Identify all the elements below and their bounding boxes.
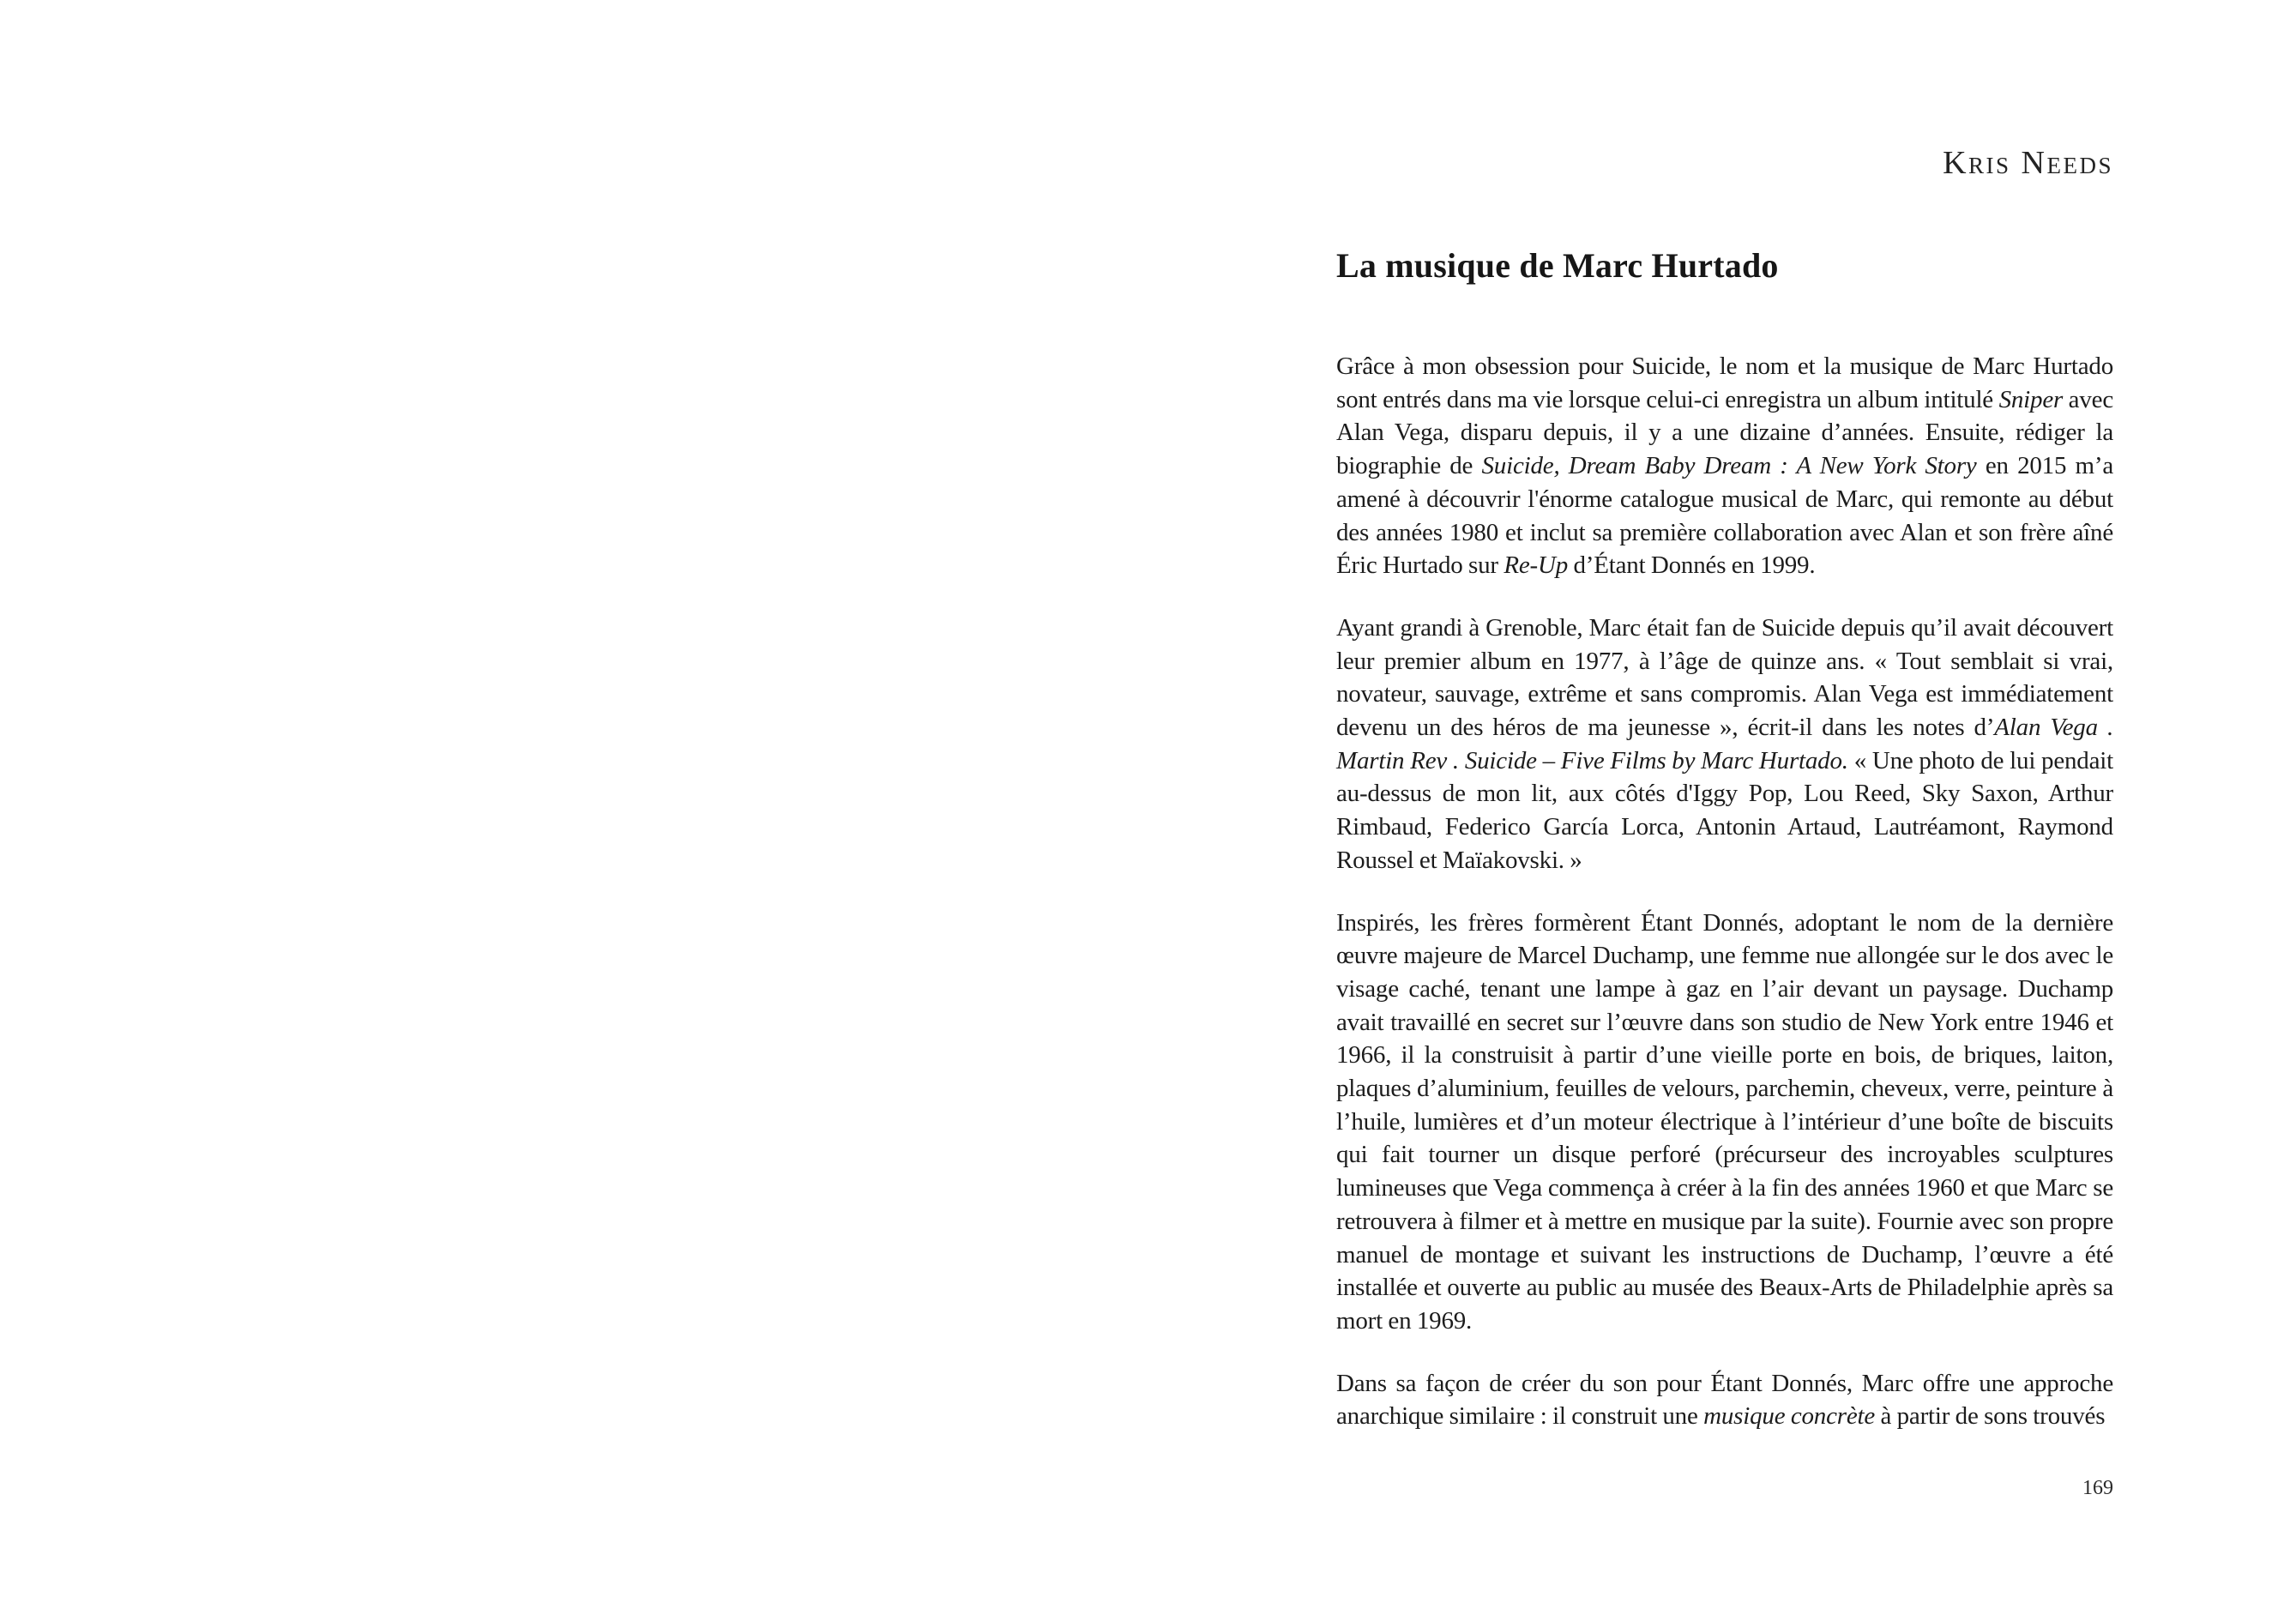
text-segment: Dans sa façon de créer du son pour Étant Donnés, Marc offre une approche anarchique similaire : il construit une — [1336, 1369, 2113, 1431]
text-segment: « Une photo de lui pendait au-dessus de mon lit, aux côtés d'Iggy Pop, Lou Reed, Sky Saxon, Arthur Rimbaud, Federico García Lorca, Antonin Artaud, Lautréamont, Raymond Roussel et Maïakovski. » — [1336, 746, 2113, 874]
text-segment: Ayant grandi à Grenoble, Marc était fan de Suicide depuis qu’il avait découvert leur premier album en 1977, à l’âge de quinze ans. « Tout semblait si vrai, novateur, sauvage, extrême et sans compromis. Alan Vega est immédiatement devenu un des héros de ma jeunesse », écrit-il dans les notes d’ — [1336, 613, 2113, 742]
paragraph — [1336, 350, 2113, 582]
italic-text-segment: Re-Up — [1504, 551, 1569, 580]
text-segment: avec Alan Vega, disparu depuis, il y a une dizaine d’années. Ensuite, rédiger la biographie de — [1336, 385, 2113, 480]
author-name: Kris Needs — [1943, 145, 2113, 181]
italic-text-segment: Sniper — [1998, 385, 2064, 413]
italic-text-segment: Alan Vega . Martin Rev . Suicide – Five Films by Marc Hurtado. — [1336, 714, 2113, 774]
text-segment: à partir de sons trouvés — [1875, 1402, 2106, 1431]
page-number: 169 — [2082, 1477, 2113, 1499]
text-segment: Inspirés, les frères formèrent Étant Donnés, adoptant le nom de la dernière œuvre majeure de Marcel Duchamp, une femme nue allongée sur le dos avec le visage caché, tenant une lampe à gaz en l’air devant un paysage. Duchamp avait travaillé en secret sur l’œuvre dans son studio de New York entre 1946 et 1966, il la construisit à partir d’une vieille porte en bois, de briques, laiton, plaques d’aluminium, feuilles de velours, parchemin, cheveux, verre, peinture à l’huile, lumières et d’un moteur électrique à l’intérieur d’une boîte de biscuits qui fait tourner un disque perforé (précurseur des incroyables sculptures lumineuses que Vega commença à créer à la fin des années 1960 et que Marc se retrouvera à filmer et à mettre en musique par la suite). Fournie avec son propre manuel de montage et suivant les instructions de Duchamp, l’œuvre a été installée et ouverte au public au musée des Beaux-Arts de Philadelphie après sa mort en 1969. — [1336, 908, 2113, 1335]
text-segment: d’Étant Donnés en 1999. — [1568, 551, 1816, 580]
article-title: La musique de Marc Hurtado — [1336, 246, 1779, 285]
text-segment: en 2015 m’a amené à découvrir l'énorme catalogue musical de Marc, qui remonte au début des années 1980 et inclut sa première collaboration avec Alan et son frère aîné Éric Hurtado sur — [1336, 452, 2114, 580]
italic-text-segment: Suicide, Dream Baby Dream : A New York Story — [1481, 452, 1977, 480]
paragraph — [1336, 907, 2113, 1338]
article-body — [1336, 350, 2113, 1433]
italic-text-segment: musique concrète — [1703, 1402, 1876, 1431]
paragraph — [1336, 612, 2113, 877]
text-segment: Grâce à mon obsession pour Suicide, le nom et la musique de Marc Hurtado sont entrés dans ma vie lorsque celui-ci enregistra un album intitulé — [1336, 353, 2113, 413]
paragraph — [1336, 1367, 2113, 1433]
